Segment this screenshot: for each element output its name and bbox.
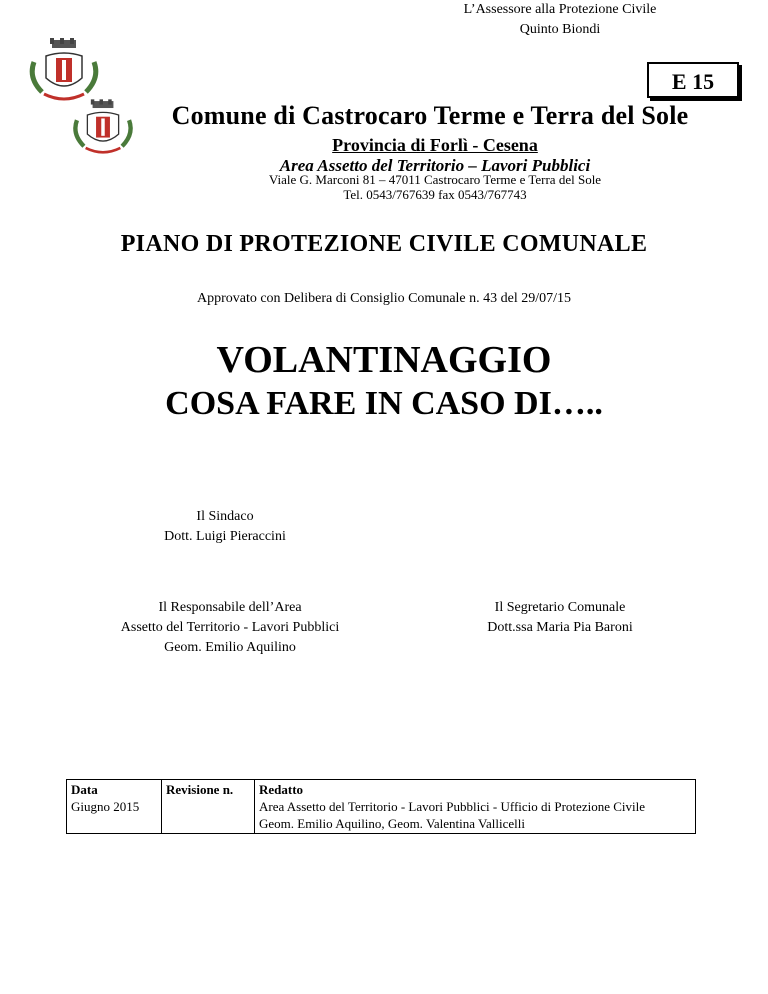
approval-note: Approvato con Delibera di Consiglio Comunale n. 43 del 29/07/15: [196, 291, 572, 306]
document-metadata-table: [66, 779, 696, 834]
signature-area: Assetto del Territorio - Lavori Pubblici: [120, 620, 340, 635]
redatto-cell: [255, 780, 696, 834]
revisione-cell: [162, 780, 255, 834]
main-title: VOLANTINAGGIO: [216, 339, 552, 381]
redatto-header: Redatto: [259, 782, 304, 797]
signature-role: Il Segretario Comunale: [494, 600, 626, 615]
redatto-office: Area Assetto del Territorio - Lavori Pubblici - Ufficio di Protezione Civile: [259, 799, 645, 814]
signature-name: Dott. Luigi Pieraccini: [164, 529, 286, 544]
data-cell: [67, 780, 162, 834]
address-line: Viale G. Marconi 81 – 47011 Castrocaro Terme e Terra del Sole: [268, 172, 602, 187]
signature-sindaco: [130, 507, 320, 547]
area-subtitle: Area Assetto del Territorio – Lavori Pubblici: [279, 156, 591, 175]
data-value: Giugno 2015: [71, 799, 140, 814]
comune-title: Comune di Castrocaro Terme e Terra del Sole: [171, 101, 689, 130]
signature-role: Il Responsabile dell’Area: [158, 600, 302, 615]
document-code-badge: E 15: [647, 62, 739, 98]
municipal-crest-logo-secondary: [70, 98, 136, 158]
plan-title: PIANO DI PROTEZIONE CIVILE COMUNALE: [120, 231, 648, 257]
redatto-authors: Geom. Emilio Aquilino, Geom. Valentina Vallicelli: [259, 816, 525, 831]
signature-responsabile: [90, 598, 370, 658]
main-subtitle: COSA FARE IN CASO DI…..: [165, 385, 603, 422]
signature-assessore: [420, 0, 700, 40]
revisione-header: Revisione n.: [166, 782, 234, 797]
municipal-crest-logo: [26, 38, 102, 104]
signature-name: Dott.ssa Maria Pia Baroni: [487, 620, 633, 635]
signature-role: L’Assessore alla Protezione Civile: [463, 2, 657, 17]
provincia-subtitle: Provincia di Forlì - Cesena: [332, 135, 538, 155]
contact-line: Tel. 0543/767639 fax 0543/767743: [343, 187, 527, 202]
signature-role: Il Sindaco: [196, 509, 254, 524]
signature-name: Quinto Biondi: [519, 22, 601, 37]
data-header: Data: [71, 782, 98, 797]
signature-name: Geom. Emilio Aquilino: [164, 640, 296, 655]
signature-segretario: [440, 598, 680, 638]
